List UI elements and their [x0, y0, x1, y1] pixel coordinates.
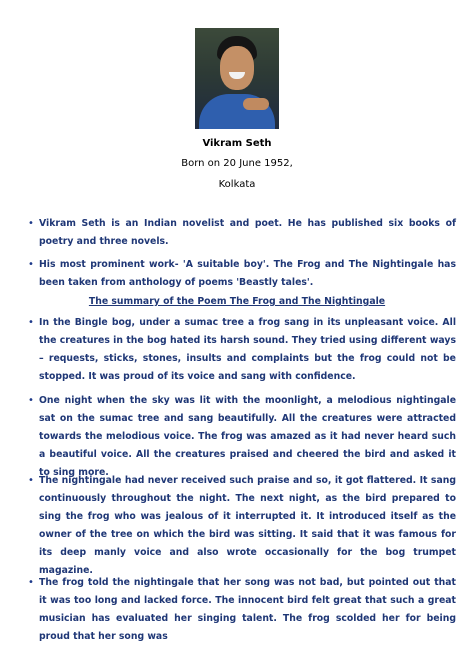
bullet-icon: • [28, 577, 34, 588]
author-birth-place: Kolkata [218, 179, 256, 190]
bullet-icon: • [28, 395, 34, 406]
list-item [28, 392, 456, 482]
list-item-text: Vikram Seth is an Indian novelist and poet. He has published six books of poetry and three novels. [39, 218, 456, 247]
list-item-text: One night when the sky was lit with the moonlight, a melodious nightingale sat on the sumac tree and sang beautifully. All the creatures were attracted towards the melodious voice. The frog was amazed as it had never heard such a beautiful voice. All the creatures praised and cheered the bird and asked it to sing more. [39, 395, 456, 478]
bullet-icon: • [28, 259, 34, 270]
bullet-icon: • [28, 475, 34, 486]
list-item [28, 314, 456, 386]
list-item-text: In the Bingle bog, under a sumac tree a frog sang in its unpleasant voice. All the creatures in the bog hated its harsh sound. They tried using different ways – requests, sticks, stones, insults and complaints but the frog could not be stopped. It was proud of its voice and sang with confidence. [39, 317, 456, 382]
list-item-text: His most prominent work- 'A suitable boy'. The Frog and The Nightingale has been taken from anthology of poems 'Beastly tales'. [39, 259, 456, 288]
list-item [28, 574, 456, 646]
list-item [28, 256, 456, 292]
author-portrait-image [195, 28, 279, 129]
author-name: Vikram Seth [202, 138, 272, 149]
bullet-icon: • [28, 317, 34, 328]
list-item [28, 215, 456, 251]
list-item-text: The nightingale had never received such praise and so, it got flattered. It sang continuously throughout the night. The next night, as the bird prepared to sing the frog who was jealous of it interrupted it. It introduced itself as the owner of the tree on which the bird was sitting. It said that it was famous for its deep manly voice and also wrote occasionally for the bog trumpet magazine. [39, 475, 456, 576]
bullet-icon: • [28, 218, 34, 229]
summary-heading: The summary of the Poem The Frog and The Nightingale [88, 296, 386, 307]
author-birth-date: Born on 20 June 1952, [181, 158, 293, 169]
list-item [28, 472, 456, 580]
list-item-text: The frog told the nightingale that her song was not bad, but pointed out that it was too long and lacked force. The innocent bird felt great that such a great musician has evaluated her singing talent. The frog scolded her for being proud that her song was [39, 577, 456, 642]
